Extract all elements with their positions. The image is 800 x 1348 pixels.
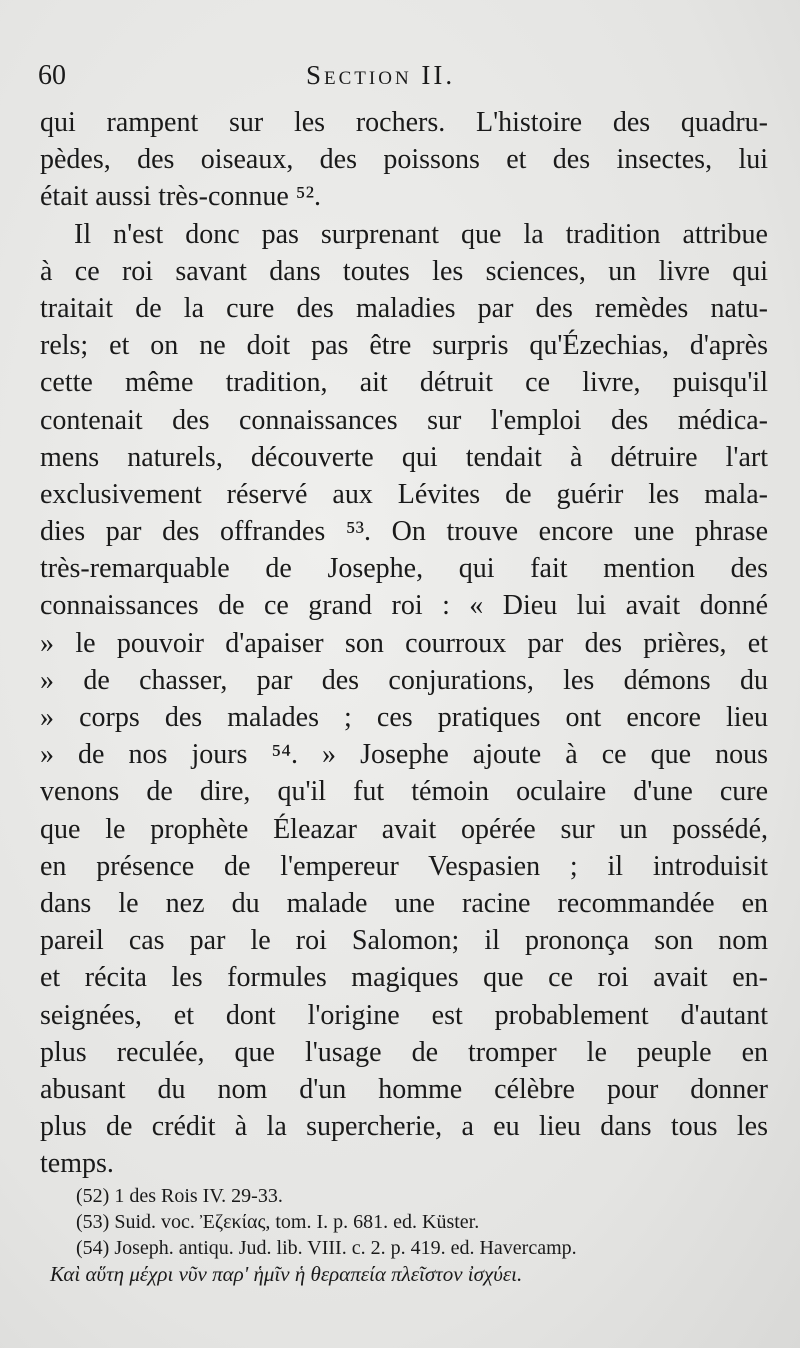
text-line: » le pouvoir d'apaiser son courroux par des prières, et <box>40 627 768 659</box>
text-line: seignées, et dont l'origine est probablement d'autant <box>40 999 768 1031</box>
text-line: connaissances de ce grand roi : « Dieu lui avait donné <box>40 590 768 622</box>
page-number: 60 <box>38 60 66 91</box>
body-text <box>40 104 768 1182</box>
footnotes <box>40 1183 770 1287</box>
text-line: que le prophète Éleazar avait opérée sur un possédé, <box>40 813 768 845</box>
text-line: à ce roi savant dans toutes les sciences, un livre qui <box>40 255 768 287</box>
text-line: plus reculée, que l'usage de tromper le peuple en <box>40 1036 768 1068</box>
text-line: dies par des offrandes ⁵³. On trouve encore une phrase <box>40 516 768 548</box>
text-line: pareil cas par le roi Salomon; il prononça son nom <box>40 925 768 957</box>
running-title: Section II. <box>306 60 456 90</box>
footnote-greek-quote: Καὶ αὕτη μέχρι νῦν παρ' ἡμῖν ἡ θεραπεία πλεῖστον ἰσχύει. <box>50 1262 523 1286</box>
text-line: était aussi très-connue ⁵². <box>40 181 321 213</box>
text-line: abusant du nom d'un homme célèbre pour donner <box>40 1073 768 1105</box>
text-line: » de nos jours ⁵⁴. » Josephe ajoute à ce que nous <box>40 739 768 771</box>
text-line: en présence de l'empereur Vespasien ; il introduisit <box>40 850 768 882</box>
text-line: venons de dire, qu'il fut témoin oculaire d'une cure <box>40 776 768 808</box>
footnote-53: (53) Suid. voc. Ἐζεκίας, tom. I. p. 681. ed. Küster. <box>76 1211 480 1233</box>
text-line: Il n'est donc pas surprenant que la tradition attribue <box>74 218 768 250</box>
text-line: rels; et on ne doit pas être surpris qu'Ézechias, d'après <box>40 330 768 362</box>
text-line: mens naturels, découverte qui tendait à détruire l'art <box>40 441 768 473</box>
text-line: contenait des connaissances sur l'emploi des médica- <box>40 404 768 436</box>
text-line: pèdes, des oiseaux, des poissons et des insectes, lui <box>40 144 768 176</box>
footnote-54: (54) Joseph. antiqu. Jud. lib. VIII. c. 2. p. 419. ed. Havercamp. <box>76 1237 577 1259</box>
text-line: » de chasser, par des conjurations, les démons du <box>40 664 768 696</box>
text-line: plus de crédit à la supercherie, a eu lieu dans tous les <box>40 1111 768 1143</box>
footnote-52: (52) 1 des Rois IV. 29-33. <box>76 1185 283 1207</box>
text-line: traitait de la cure des maladies par des remèdes natu- <box>40 292 768 324</box>
text-line: exclusivement réservé aux Lévites de guérir les mala- <box>40 478 768 510</box>
text-line: très-remarquable de Josephe, qui fait mention des <box>40 553 768 585</box>
text-line: et récita les formules magiques que ce roi avait en- <box>40 962 768 994</box>
page-header <box>38 60 770 100</box>
text-line: qui rampent sur les rochers. L'histoire des quadru- <box>40 107 768 138</box>
text-line: » corps des malades ; ces pratiques ont encore lieu <box>40 702 768 733</box>
text-line: temps. <box>40 1148 114 1180</box>
text-line: dans le nez du malade une racine recommandée en <box>40 887 768 919</box>
text-line: cette même tradition, ait détruit ce livre, puisqu'il <box>40 367 768 399</box>
